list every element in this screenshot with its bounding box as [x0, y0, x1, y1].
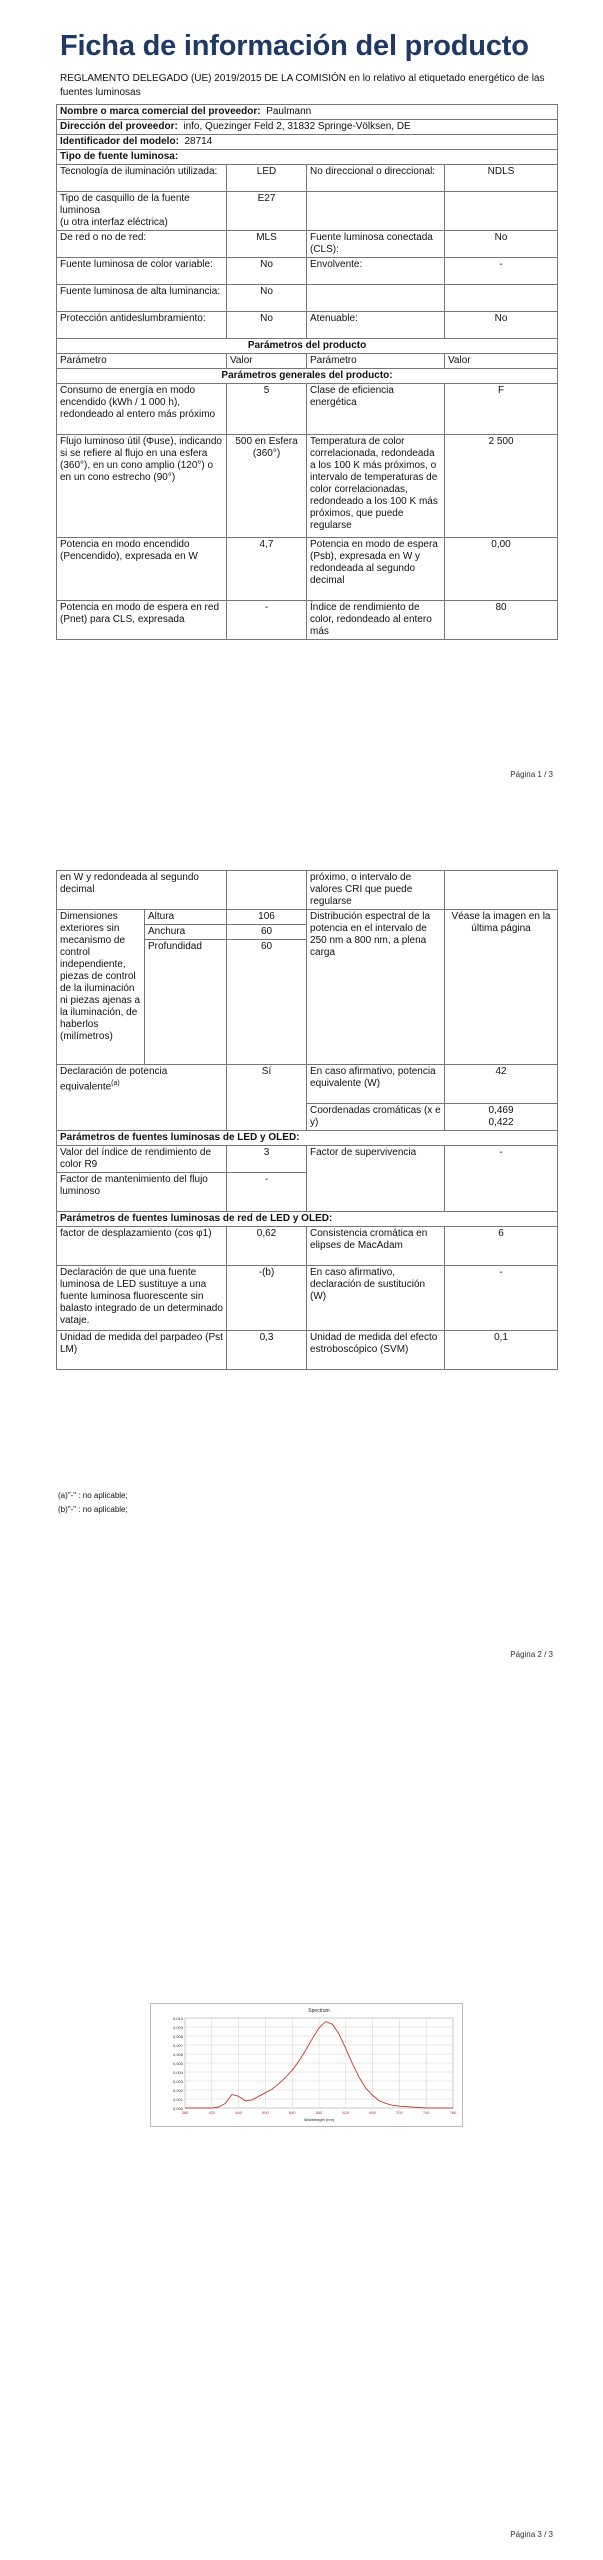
x-tick-label: 780 — [449, 2110, 457, 2115]
row-label: En caso afirmativo, potencia equivalente (W) — [307, 1065, 445, 1104]
y-tick-label: 0,003 — [172, 2079, 183, 2084]
params-header: Parámetros del producto — [57, 339, 558, 354]
mains-row — [57, 1266, 558, 1331]
general-header: Parámetros generales del producto: — [57, 369, 558, 384]
address-value: info, Quezinger Feld 2, 31832 Springe-Völksen, DE — [183, 121, 411, 132]
row-value: - — [445, 258, 558, 285]
general-header-row — [57, 369, 558, 384]
footnote-ref: (a) — [111, 1080, 120, 1087]
row-label: Flujo luminoso útil (Φuse), indicando si se refiere al flujo en una esfera (360°), en un cono amplio (120°) o en un cono estrecho (90°) — [57, 435, 227, 538]
row-label: Potencia en modo de espera en red (Pnet) para CLS, expresada — [57, 601, 227, 640]
x-tick-label: 660 — [369, 2110, 376, 2115]
row-value: E27 — [227, 192, 307, 231]
mains-row — [57, 1227, 558, 1266]
led-header: Parámetros de fuentes luminosas de LED y OLED: — [57, 1131, 558, 1146]
row-value: 5 — [227, 384, 307, 435]
row-value: MLS — [227, 231, 307, 258]
row-value: LED — [227, 165, 307, 192]
page-title: Ficha de información del producto — [60, 30, 529, 62]
row-label: Valor del índice de rendimiento de color R9 — [57, 1146, 227, 1173]
width-label: Anchura — [145, 925, 227, 940]
param-row — [57, 601, 558, 640]
type-row — [57, 258, 558, 285]
address-row — [57, 120, 558, 135]
row-label — [307, 192, 445, 231]
row-label: Índice de rendimiento de color, redondeado al entero más — [307, 601, 445, 640]
y-tick-label: 0,008 — [172, 2034, 183, 2039]
y-tick-label: 0,006 — [172, 2052, 183, 2057]
row-label: Envolvente: — [307, 258, 445, 285]
led-row — [57, 1146, 558, 1173]
page-1 — [0, 0, 603, 800]
row-label: Consistencia cromática en elipses de MacAdam — [307, 1227, 445, 1266]
mains-header: Parámetros de fuentes luminosas de red de LED y OLED: — [57, 1212, 558, 1227]
dimensions-row — [57, 910, 558, 925]
row-value: No — [227, 312, 307, 339]
x-tick-label: 740 — [422, 2110, 430, 2115]
led-header-row — [57, 1131, 558, 1146]
spectrum-chart — [150, 2003, 463, 2127]
row-label: Fuente luminosa de color variable: — [57, 258, 227, 285]
row-value: 42 — [445, 1065, 558, 1104]
x-tick-label: 500 — [262, 2110, 269, 2115]
param-row — [57, 435, 558, 538]
address-label: Dirección del proveedor: — [60, 121, 178, 132]
row-label: Coordenadas cromáticas (x e y) — [307, 1104, 445, 1131]
chromaticity-y: 0,422 — [488, 1117, 514, 1128]
x-tick-label: 380 — [181, 2110, 189, 2115]
row-value: - — [445, 1146, 558, 1212]
row-label: Clase de eficiencia energética — [307, 384, 445, 435]
col-param: Parámetro — [307, 354, 445, 369]
y-tick-label: 0,001 — [172, 2097, 183, 2102]
params-header-row — [57, 339, 558, 354]
page-number: Página 1 / 3 — [510, 770, 553, 779]
continued-row — [57, 871, 558, 910]
chromaticity-x: 0,469 — [488, 1105, 514, 1116]
x-tick-label: 580 — [315, 2110, 323, 2115]
regulation-subtitle: REGLAMENTO DELEGADO (UE) 2019/2015 DE LA COMISIÓN en lo relativo al etiquetado energético de las fuentes luminosas — [60, 73, 545, 98]
model-label: Identificador del modelo: — [60, 136, 179, 147]
page-number: Página 2 / 3 — [510, 1650, 553, 1659]
row-value: - — [445, 1266, 558, 1331]
y-tick-label: 0,004 — [172, 2070, 183, 2075]
product-params-table-continued — [56, 870, 558, 1370]
y-tick-label: 0,002 — [172, 2088, 183, 2093]
row-value: 6 — [445, 1227, 558, 1266]
footnote-b: (b)"-" : no aplicable; — [58, 1505, 128, 1514]
x-tick-label: 420 — [208, 2110, 216, 2115]
type-row — [57, 231, 558, 258]
param-row — [57, 538, 558, 601]
row-label: Potencia en modo de espera (Psb), expresada en W y redondeada al segundo decimal — [307, 538, 445, 601]
row-label: Consumo de energía en modo encendido (kWh / 1 000 h), redondeado al entero más próximo — [57, 384, 227, 435]
supplier-value: Paulmann — [266, 106, 312, 117]
row-label-note: (u otra interfaz eléctrica) — [60, 217, 168, 228]
row-value — [227, 871, 307, 910]
row-value: 0,00 — [445, 538, 558, 601]
col-param: Parámetro — [57, 354, 227, 369]
source-type-label: Tipo de fuente luminosa: — [57, 150, 558, 165]
width-value: 60 — [227, 925, 307, 940]
row-value — [445, 192, 558, 231]
model-value: 28714 — [184, 136, 213, 147]
row-label: De red o no de red: — [57, 231, 227, 258]
depth-value: 60 — [227, 940, 307, 1065]
spectrum-chart-svg — [151, 2004, 462, 2126]
mains-row — [57, 1331, 558, 1370]
height-label: Altura — [145, 910, 227, 925]
row-label: Potencia en modo encendido (Pencendido), expresada en W — [57, 538, 227, 601]
chart-title: Spectrum — [308, 2008, 330, 2014]
y-tick-label: 0,005 — [172, 2061, 183, 2066]
footnote-a: (a)"-" : no aplicable; — [58, 1491, 128, 1500]
mains-header-row — [57, 1212, 558, 1227]
type-row — [57, 285, 558, 312]
row-label: Atenuable: — [307, 312, 445, 339]
row-value — [445, 871, 558, 910]
type-row — [57, 192, 558, 231]
row-value: 0,3 — [227, 1331, 307, 1370]
row-label: Fuente luminosa de alta luminancia: — [57, 285, 227, 312]
col-value: Valor — [445, 354, 558, 369]
height-value: 106 — [227, 910, 307, 925]
row-value: No — [445, 231, 558, 258]
row-value: No — [227, 258, 307, 285]
supplier-label: Nombre o marca comercial del proveedor: — [60, 106, 261, 117]
y-tick-label: 0,000 — [172, 2106, 183, 2111]
row-value: 2 500 — [445, 435, 558, 538]
row-value: F — [445, 384, 558, 435]
y-tick-label: 0,007 — [172, 2043, 183, 2048]
row-label: No direccional o direccional: — [307, 165, 445, 192]
x-tick-label: 700 — [396, 2110, 403, 2115]
row-label: Fuente luminosa conectada (CLS): — [307, 231, 445, 258]
row-label — [307, 285, 445, 312]
row-label: Declaración de que una fuente luminosa de LED sustituye a una fuente luminosa fluorescente sin balasto integrado de un determinado vataje. — [57, 1266, 227, 1331]
equivalent-power-row — [57, 1065, 558, 1104]
column-header-row — [57, 354, 558, 369]
row-label: Protección antideslumbramiento: — [57, 312, 227, 339]
row-label: Temperatura de color correlacionada, redondeada a los 100 K más próximos, o intervalo de temperaturas de color correlacionadas, redondeado a los 100 K más próximos, que puede regularse — [307, 435, 445, 538]
row-label: Unidad de medida del parpadeo (Pst LM) — [57, 1331, 227, 1370]
row-value: No — [227, 285, 307, 312]
row-label: próximo, o intervalo de valores CRI que puede regularse — [307, 871, 445, 910]
x-axis-label: Wavelength (nm) — [303, 2117, 335, 2122]
row-value: 500 en Esfera (360°) — [227, 435, 307, 538]
row-value — [445, 285, 558, 312]
row-value: 0,62 — [227, 1227, 307, 1266]
col-value: Valor — [227, 354, 307, 369]
row-value: Sí — [227, 1065, 307, 1131]
row-value: 3 — [227, 1146, 307, 1173]
dimensions-label: Dimensiones exteriores sin mecanismo de control independiente, piezas de control de la iluminación ni piezas ajenas a la iluminación, de haberlos (milímetros) — [57, 910, 145, 1065]
product-info-table — [56, 104, 558, 640]
depth-label: Profundidad — [145, 940, 227, 1065]
page-number: Página 3 / 3 — [510, 2530, 553, 2539]
row-label: Unidad de medida del efecto estroboscópico (SVM) — [307, 1331, 445, 1370]
y-tick-label: 0,009 — [172, 2025, 183, 2030]
row-value: 80 — [445, 601, 558, 640]
source-type-header-row — [57, 150, 558, 165]
type-row — [57, 165, 558, 192]
x-tick-label: 460 — [235, 2110, 242, 2115]
x-tick-label: 620 — [342, 2110, 350, 2115]
row-value: 4,7 — [227, 538, 307, 601]
row-value: 0,1 — [445, 1331, 558, 1370]
row-label: en W y redondeada al segundo decimal — [57, 871, 227, 910]
row-label: Factor de mantenimiento del flujo luminoso — [57, 1173, 227, 1212]
row-value: NDLS — [445, 165, 558, 192]
spectral-value: Véase la imagen en la última página — [445, 910, 558, 1065]
supplier-row — [57, 105, 558, 120]
model-row — [57, 135, 558, 150]
row-label: Declaración de potencia equivalente — [60, 1066, 168, 1093]
row-label: Tipo de casquillo de la fuente luminosa — [60, 193, 190, 216]
page-3 — [0, 1680, 603, 2560]
row-label: Factor de supervivencia — [307, 1146, 445, 1212]
y-tick-label: 0,010 — [172, 2016, 183, 2021]
page-2 — [0, 800, 603, 1680]
type-row — [57, 312, 558, 339]
param-row — [57, 384, 558, 435]
row-label: En caso afirmativo, declaración de sustitución (W) — [307, 1266, 445, 1331]
row-value: -(b) — [227, 1266, 307, 1331]
row-value: - — [227, 1173, 307, 1212]
x-tick-label: 540 — [288, 2110, 296, 2115]
row-label: Tecnología de iluminación utilizada: — [57, 165, 227, 192]
row-value: - — [227, 601, 307, 640]
row-value: No — [445, 312, 558, 339]
row-label: factor de desplazamiento (cos φ1) — [57, 1227, 227, 1266]
spectral-label: Distribución espectral de la potencia en el intervalo de 250 nm a 800 nm, a plena carga — [307, 910, 445, 1065]
